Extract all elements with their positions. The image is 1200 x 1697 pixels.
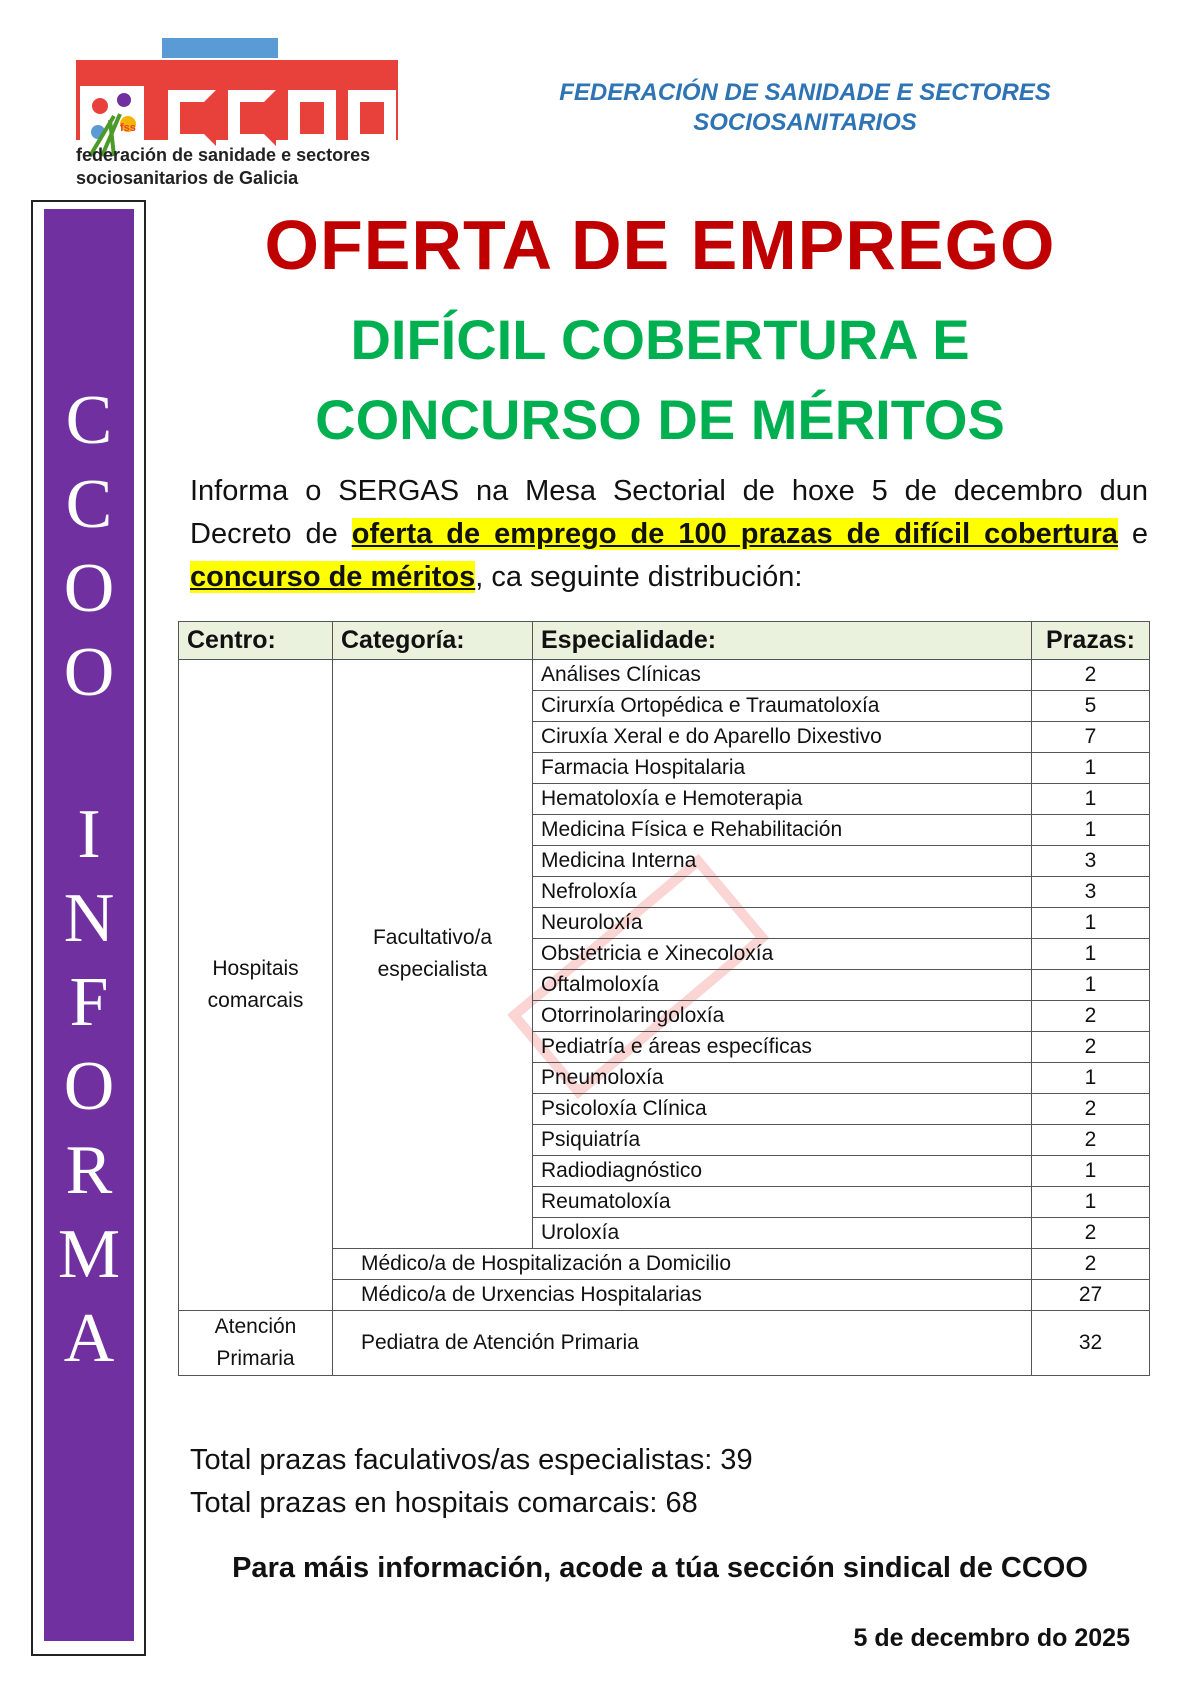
sidebar-letter: I — [77, 796, 101, 873]
cell-especialidade: Medicina Física e Rehabilitación — [533, 815, 1032, 846]
intro-text: Informa o SERGAS na Mesa Sectorial de hoxe 5 de decembro dun Decreto de — [190, 475, 1148, 550]
cell-especialidade: Reumatoloxía — [533, 1187, 1032, 1218]
cell-categoria: Pediatra de Atención Primaria — [333, 1311, 1032, 1376]
cell-prazas: 1 — [1032, 939, 1150, 970]
ccoo-logo — [76, 38, 406, 188]
sidebar-letter: O — [63, 550, 115, 627]
logo-subtitle — [76, 144, 370, 190]
cell-prazas: 27 — [1032, 1280, 1150, 1311]
federation-line: FEDERACIÓN DE SANIDADE E SECTORES — [559, 79, 1051, 106]
sidebar-letter: O — [63, 634, 115, 711]
cell-line: Atención — [214, 1315, 297, 1338]
cell-prazas: 32 — [1032, 1311, 1150, 1376]
sidebar-letter: C — [65, 466, 113, 543]
page-title: OFERTA DE EMPREGO — [264, 206, 1056, 284]
header-prazas: Prazas: — [1032, 622, 1150, 660]
logo-letter-c — [168, 90, 216, 146]
document-date: 5 de decembro do 2025 — [853, 1624, 1130, 1652]
sidebar-letter: M — [57, 1216, 121, 1293]
cell-prazas: 1 — [1032, 970, 1150, 1001]
cell-prazas: 5 — [1032, 691, 1150, 722]
cell-prazas: 2 — [1032, 660, 1150, 691]
cell-prazas: 2 — [1032, 1094, 1150, 1125]
header-centro: Centro: — [179, 622, 333, 660]
cell-especialidade: Hematoloxía e Hemoterapia — [533, 784, 1032, 815]
logo-fss: fss — [120, 122, 136, 134]
totals — [190, 1439, 753, 1525]
federation-heading — [520, 78, 1090, 138]
cell-especialidade: Nefroloxía — [533, 877, 1032, 908]
table-header-row — [179, 622, 1150, 660]
cell-especialidade: Pediatría e áreas específicas — [533, 1032, 1032, 1063]
cell-especialidade: Medicina Interna — [533, 846, 1032, 877]
intro-highlight-concurso: concurso de méritos — [190, 561, 476, 593]
logo-letter-o — [288, 90, 336, 146]
cell-prazas: 7 — [1032, 722, 1150, 753]
cell-prazas: 1 — [1032, 784, 1150, 815]
cell-line: Primaria — [216, 1347, 295, 1370]
cell-prazas: 2 — [1032, 1249, 1150, 1280]
cell-prazas: 3 — [1032, 846, 1150, 877]
sidebar-letter: F — [69, 964, 109, 1041]
cell-especialidade: Cirurxía Ortopédica e Traumatoloxía — [533, 691, 1032, 722]
cell-categoria: Médico/a de Hospitalización a Domicilio — [333, 1249, 1032, 1280]
cell-especialidade: Ciruxía Xeral e do Aparello Dixestivo — [533, 722, 1032, 753]
cell-especialidade: Psiquiatría — [533, 1125, 1032, 1156]
cell-prazas: 2 — [1032, 1032, 1150, 1063]
cell-especialidade: Análises Clínicas — [533, 660, 1032, 691]
logo-subtitle-line: federación de sanidade e sectores — [76, 145, 371, 165]
cell-especialidade: Otorrinolaringoloxía — [533, 1001, 1032, 1032]
cell-prazas: 1 — [1032, 1187, 1150, 1218]
cell-especialidade: Obstetricia e Xinecoloxía — [533, 939, 1032, 970]
cell-especialidade: Radiodiagnóstico — [533, 1156, 1032, 1187]
cell-prazas: 2 — [1032, 1218, 1150, 1249]
intro-paragraph — [190, 470, 1148, 599]
sidebar-ccoo-informa — [44, 209, 134, 1641]
cell-categoria: Médico/a de Urxencias Hospitalarias — [333, 1280, 1032, 1311]
intro-text: e — [1117, 518, 1148, 550]
cell-especialidade: Uroloxía — [533, 1218, 1032, 1249]
cell-prazas: 2 — [1032, 1125, 1150, 1156]
logo-letter-o — [348, 90, 396, 146]
cell-especialidade: Oftalmoloxía — [533, 970, 1032, 1001]
sidebar-letter: A — [63, 1300, 115, 1377]
cell-line: comarcais — [207, 989, 304, 1012]
header-especialidade: Especialidade: — [533, 622, 1032, 660]
cell-prazas: 2 — [1032, 1001, 1150, 1032]
logo-letter-c — [228, 90, 276, 146]
logo-subtitle-line: sociosanitarios de Galicia — [76, 168, 299, 188]
cell-prazas: 1 — [1032, 815, 1150, 846]
cell-prazas: 1 — [1032, 908, 1150, 939]
subtitle-line: DIFÍCIL COBERTURA E — [350, 308, 970, 371]
header-categoria: Categoría: — [333, 622, 533, 660]
logo-blue-stripe — [162, 38, 278, 58]
cell-prazas: 3 — [1032, 877, 1150, 908]
federation-line: SOCIOSANITARIOS — [693, 109, 917, 136]
table-row — [179, 660, 1150, 691]
cell-centro — [179, 1311, 333, 1376]
page-subtitle — [160, 300, 1160, 460]
cell-especialidade: Pneumoloxía — [533, 1063, 1032, 1094]
cell-especialidade: Psicoloxía Clínica — [533, 1094, 1032, 1125]
cell-prazas: 1 — [1032, 1156, 1150, 1187]
more-info: Para máis información, acode a túa sección sindical de CCOO — [232, 1552, 1088, 1584]
total-especialistas: Total prazas faculativos/as especialistas: 39 — [190, 1444, 753, 1476]
cell-prazas: 1 — [1032, 1063, 1150, 1094]
sidebar-letter: C — [65, 382, 113, 459]
distribution-table — [178, 621, 1150, 1376]
cell-especialidade: Farmacia Hospitalaria — [533, 753, 1032, 784]
cell-categoria — [333, 660, 533, 1249]
cell-line: especialista — [377, 958, 488, 981]
sidebar-letter: O — [63, 1048, 115, 1125]
sidebar-letter: R — [65, 1132, 113, 1209]
sidebar-letter: N — [63, 880, 115, 957]
cell-line: Facultativo/a — [372, 926, 493, 949]
subtitle-line: CONCURSO DE MÉRITOS — [315, 388, 1005, 451]
cell-prazas: 1 — [1032, 753, 1150, 784]
cell-centro — [179, 660, 333, 1311]
cell-line: Hospitais — [212, 957, 299, 980]
table-row — [179, 1311, 1150, 1376]
intro-text: , ca seguinte distribución: — [475, 561, 803, 593]
total-hospitais: Total prazas en hospitais comarcais: 68 — [190, 1487, 698, 1519]
cell-especialidade: Neuroloxía — [533, 908, 1032, 939]
intro-highlight-offer: oferta de emprego de 100 prazas de difícil cobertura — [351, 518, 1118, 550]
